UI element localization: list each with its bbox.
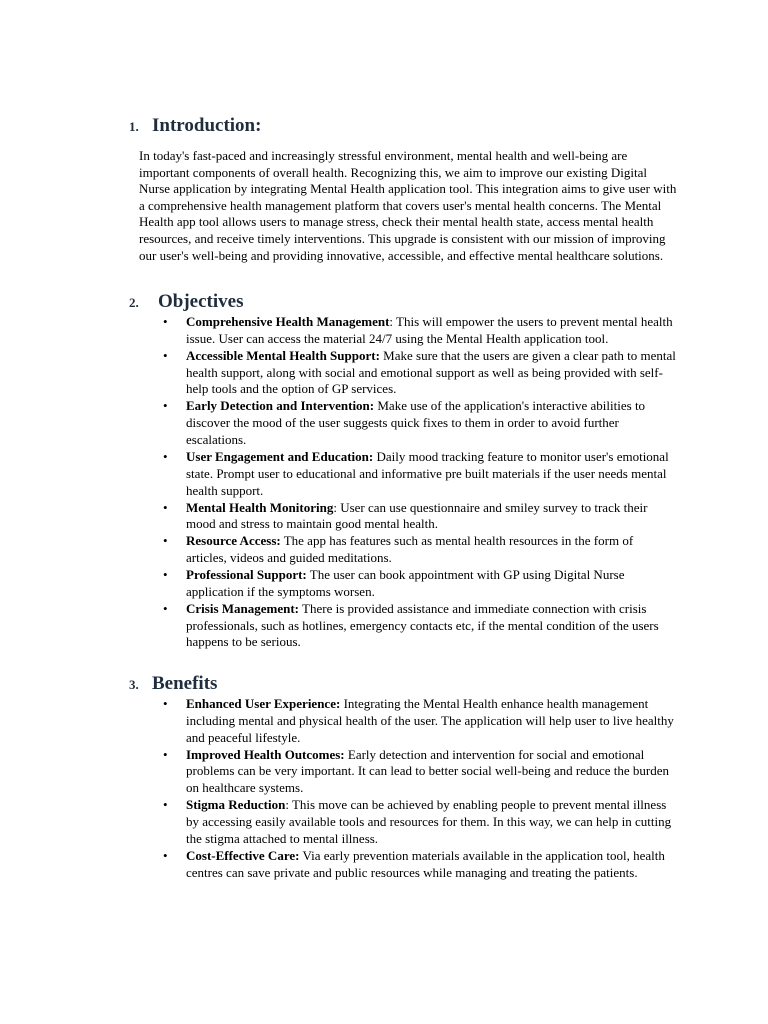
bullet-icon: • <box>163 314 168 329</box>
section-heading <box>0 290 768 314</box>
item-term: Stigma Reduction <box>186 797 286 813</box>
item-term: Comprehensive Health Management <box>186 314 390 329</box>
list-item <box>0 601 676 651</box>
section-heading <box>0 114 768 138</box>
list-item <box>0 567 676 601</box>
item-term: User Engagement and Education: <box>186 448 374 464</box>
benefits-list <box>0 696 768 881</box>
list-item <box>0 848 676 882</box>
item-text: The app has features such as mental health resources in the form of articles, videos and guided meditations. <box>186 533 634 566</box>
item-term: Improved Health Outcomes: <box>186 746 345 762</box>
list-item <box>0 398 676 448</box>
item-term: Cost-Effective Care: <box>186 847 300 863</box>
bullet-icon: • <box>163 347 168 363</box>
introduction-paragraph: In today's fast-paced and increasingly stressful environment, mental health and well-being are important components of overall health. Recognizing this, we aim to improve our existing Digital Nurse application by integrating Mental Health application tool. This integration aims to give user with a comprehensive health management platform that covers user's mental health concerns. The Mental Health app tool allows users to manage stress, check their mental health state, access mental health resources, and receive timely interventions. This upgrade is consistent with our mission of improving our user's well-being and providing innovative, accessible, and effective mental healthcare solutions. <box>139 148 677 263</box>
bullet-icon: • <box>163 847 168 863</box>
list-item <box>0 747 676 797</box>
item-separator: : <box>285 797 292 813</box>
bullet-icon: • <box>163 448 168 464</box>
bullet-icon: • <box>163 398 168 414</box>
item-term: Resource Access: <box>186 533 281 549</box>
bullet-icon: • <box>163 696 168 711</box>
bullet-icon: • <box>163 746 168 762</box>
list-item <box>0 696 676 746</box>
list-item <box>0 449 676 499</box>
list-item <box>0 533 676 567</box>
item-text: There is provided assistance and immediate connection with crisis professionals, such as hotlines, emergency contacts etc, if the mental condition of the users happens to be serious. <box>186 600 659 650</box>
section-title: Introduction: <box>152 115 262 136</box>
section-number: 2. <box>129 295 139 310</box>
item-term: Early Detection and Intervention: <box>186 398 375 414</box>
item-term: Crisis Management: <box>186 600 300 616</box>
bullet-icon: • <box>163 533 168 549</box>
item-separator: : <box>333 499 341 515</box>
section-objectives <box>0 290 768 651</box>
bullet-icon: • <box>163 499 168 515</box>
item-term: Mental Health Monitoring <box>186 499 334 515</box>
list-item <box>0 797 676 847</box>
item-term: Enhanced User Experience: <box>186 696 341 711</box>
list-item <box>0 314 676 348</box>
list-item <box>0 348 676 398</box>
objectives-list <box>0 314 768 651</box>
item-text: This move can be achieved by enabling people to prevent mental illness by accessing easily available tools and resources for them. In this way, we can help in cutting the stigma attached to mental illness. <box>186 797 672 846</box>
section-number: 3. <box>129 677 139 692</box>
section-benefits <box>0 672 768 882</box>
item-text: Daily mood tracking feature to monitor user's emotional state. Prompt user to educational and informative pre built materials if the user needs mental health support. <box>186 448 669 498</box>
item-text: Integrating the Mental Health enhance health management including mental and physical health of the user. The application will help user to live healthy and peaceful lifestyle. <box>186 696 674 745</box>
item-text: Early detection and intervention for social and emotional problems can be very important. It can lead to better social well-being and reduce the burden on healthcare systems. <box>186 746 669 796</box>
section-number: 1. <box>129 119 139 134</box>
item-text: Via early prevention materials available in the application tool, health centres can save private and public resources while managing and treating the patients. <box>186 847 665 880</box>
item-text: This will empower the users to prevent mental health issue. User can access the material 24/7 using the Mental Health application tool. <box>186 314 673 346</box>
item-text: The user can book appointment with GP using Digital Nurse application if the symptoms worsen. <box>186 567 625 599</box>
section-introduction <box>0 114 768 138</box>
item-term: Accessible Mental Health Support: <box>186 347 380 363</box>
item-term: Professional Support: <box>186 567 307 583</box>
item-text: Make sure that the users are given a clear path to mental health support, along with social and emotional support as well as being provided with self-help tools and the option of GP services. <box>186 347 676 397</box>
item-separator: : <box>389 314 397 329</box>
item-text: Make use of the application's interactive abilities to discover the mood of the user suggests quick fixes to them in order to avoid further escalations. <box>186 398 646 447</box>
item-text: User can use questionnaire and smiley survey to track their mood and stress to maintain good mental health. <box>186 499 648 532</box>
bullet-icon: • <box>163 600 168 616</box>
bullet-icon: • <box>163 567 168 583</box>
section-title: Objectives <box>158 291 244 312</box>
section-heading <box>0 672 768 696</box>
bullet-icon: • <box>163 797 168 813</box>
list-item <box>0 500 676 534</box>
section-title: Benefits <box>152 673 218 694</box>
